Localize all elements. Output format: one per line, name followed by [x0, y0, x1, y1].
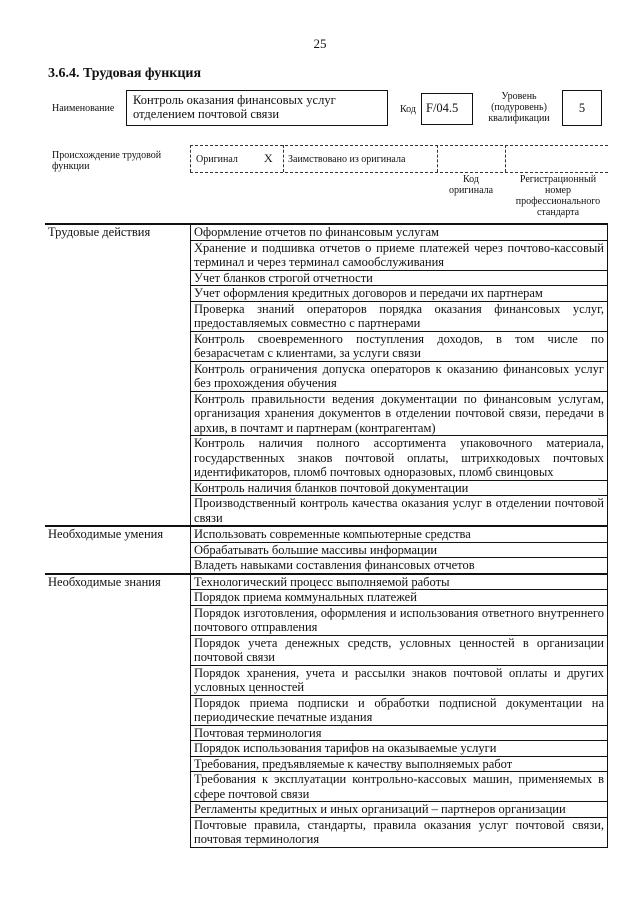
name-value-box [126, 90, 388, 126]
table-cell: Порядок изготовления, оформления и использования ответного внутреннего почтового отправления [191, 605, 608, 635]
table-row [45, 224, 608, 240]
table-cell: Хранение и подшивка отчетов о приеме платежей через почтово-кассовый терминал и через терминал самообслуживания [191, 240, 608, 270]
level-value-box [562, 90, 602, 126]
code-value: F/04.5 [426, 101, 459, 115]
group-label: Необходимые знания [45, 574, 191, 848]
table-cell: Технологический процесс выполняемой работы [191, 574, 608, 590]
reg-number-caption: Регистрационный номер профессионального стандарта [515, 174, 601, 218]
origin-label: Происхождение трудовой функции [52, 150, 162, 172]
level-value: 5 [578, 101, 586, 115]
table-cell: Порядок приема подписки и обработки подписной документации на периодические печатные издания [191, 695, 608, 725]
table-cell: Требования, предъявляемые к качеству выполняемых работ [191, 756, 608, 772]
code-label: Код [400, 104, 416, 115]
table-cell: Контроль своевременного поступления доходов, в том числе по безарасчетам с клиентами, за услуги связи [191, 331, 608, 361]
table-cell: Почтовые правила, стандарты, правила оказания услуг почтовой связи, почтовая терминология [191, 817, 608, 847]
table-cell: Порядок учета денежных средств, условных ценностей в организации почтовой связи [191, 635, 608, 665]
origin-divider-1 [190, 145, 191, 172]
table-cell: Контроль наличия полного ассортимента упаковочного материала, государственных знаков почтовой оплаты, штрихкодовых почтовых идентификаторов, пломб почтовых одноразовых, пломб свинцовых [191, 436, 608, 481]
table-row [45, 574, 608, 590]
table-cell: Использовать современные компьютерные средства [191, 526, 608, 542]
name-value: Контроль оказания финансовых услуг отделением почтовой связи [133, 93, 336, 121]
origin-divider-2 [283, 145, 284, 172]
page-number: 25 [313, 36, 327, 51]
table-cell: Контроль правильности ведения документации по финансовым услугам, организация хранения документов в отделении почтовой связи, передачи в архив, в почтамт и партнерам (контрагентам) [191, 391, 608, 436]
table-cell: Производственный контроль качества оказания услуг в отделении почтовой связи [191, 496, 608, 527]
table-cell: Обрабатывать большие массивы информации [191, 542, 608, 558]
table-cell: Регламенты кредитных и иных организаций – партнеров организации [191, 802, 608, 818]
table-cell: Требования к эксплуатации контрольно-кассовых машин, применяемых в сфере почтовой связи [191, 772, 608, 802]
origin-divider-4 [505, 145, 506, 172]
original-label: Оригинал [196, 154, 238, 165]
group-label: Трудовые действия [45, 224, 191, 526]
code-original-caption: Код оригинала [448, 174, 494, 196]
labor-function-table [45, 223, 608, 848]
table-cell: Порядок использования тарифов на оказываемые услуги [191, 741, 608, 757]
table-cell: Контроль наличия бланков почтовой документации [191, 480, 608, 496]
table-cell: Владеть навыками составления финансовых отчетов [191, 558, 608, 574]
group-label: Необходимые умения [45, 526, 191, 574]
name-label: Наименование [52, 103, 115, 114]
code-value-box [421, 93, 473, 125]
section-title: 3.6.4. Трудовая функция [48, 66, 202, 81]
origin-divider-3 [437, 145, 438, 172]
table-cell: Учет оформления кредитных договоров и передачи их партнерам [191, 286, 608, 302]
table-cell: Порядок приема коммунальных платежей [191, 590, 608, 606]
table-row [45, 526, 608, 542]
table-cell: Оформление отчетов по финансовым услугам [191, 224, 608, 240]
table-cell: Почтовая терминология [191, 725, 608, 741]
table-cell: Порядок хранения, учета и рассылки знаков почтовой оплаты и других условных ценностей [191, 665, 608, 695]
table-cell: Контроль ограничения допуска операторов к оказанию финансовых услуг без прохождения обучения [191, 361, 608, 391]
borrowed-label: Заимствовано из оригинала [288, 154, 406, 165]
table-cell: Проверка знаний операторов порядка оказания финансовых услуг, предоставляемых совместно с партнерами [191, 301, 608, 331]
original-mark: X [264, 151, 273, 165]
level-label: Уровень (подуровень) квалификации [488, 91, 550, 124]
table-cell: Учет бланков строгой отчетности [191, 270, 608, 286]
